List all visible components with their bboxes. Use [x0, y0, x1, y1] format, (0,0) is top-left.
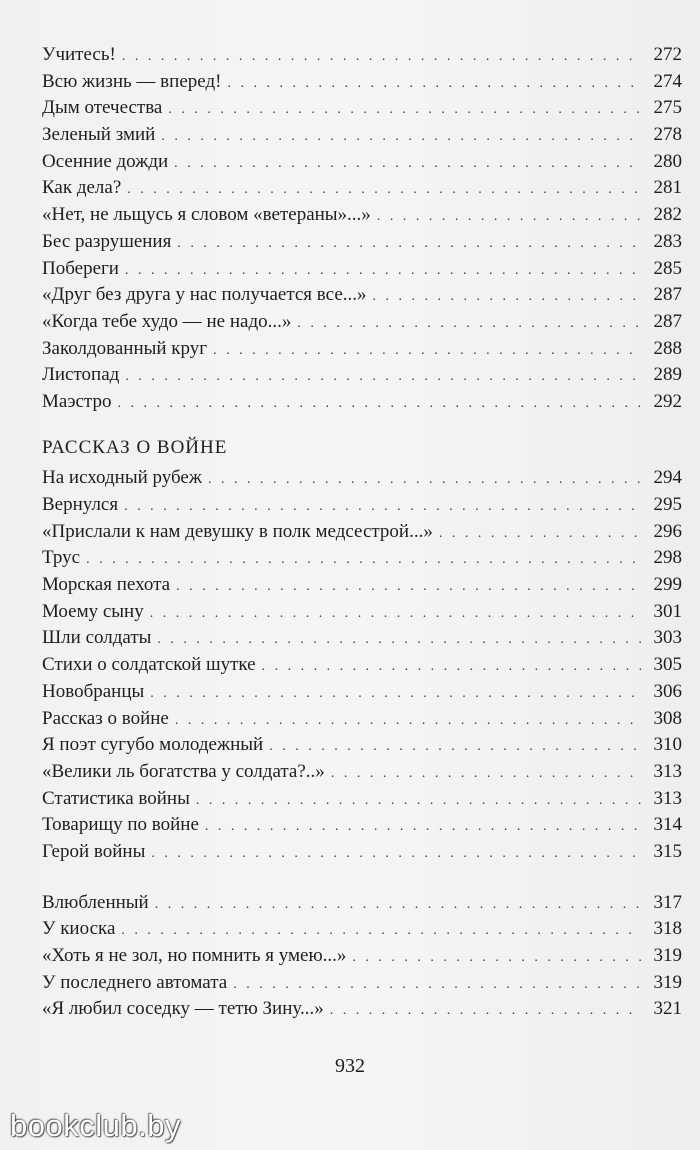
toc-entry-title: Учитесь! [42, 44, 116, 65]
toc-entry [42, 122, 682, 149]
toc-entry-page: 318 [653, 918, 682, 940]
toc-entry-title: Всю жизнь — вперед! [42, 70, 222, 92]
toc-entry-page: 314 [653, 814, 682, 836]
dot-leader [175, 708, 642, 735]
toc-entry [42, 175, 682, 202]
toc-entry-title: Заколдованный круг [42, 337, 208, 359]
toc-entry [42, 492, 682, 519]
toc-entry-title: Вернулся [42, 494, 119, 515]
dot-leader [176, 574, 642, 601]
toc-entry-title: Статистика войны [42, 787, 190, 809]
toc-entry-title: Маэстро [42, 390, 112, 412]
toc-entry [42, 786, 682, 813]
toc-entry [42, 916, 682, 943]
toc-section-2 [42, 435, 682, 866]
toc-entry-page: 298 [653, 547, 682, 569]
toc-entry-title: Морская пехота [42, 574, 171, 596]
toc-entry-title: Стихи о солдатской шутке [42, 654, 256, 676]
toc-entry [42, 69, 682, 96]
toc-entry [42, 336, 682, 363]
dot-leader [213, 338, 642, 365]
toc-entry [42, 389, 682, 416]
toc-entry [42, 652, 682, 679]
toc-entry-page: 292 [653, 390, 682, 412]
dot-leader [208, 467, 642, 494]
dot-leader [121, 918, 642, 945]
toc-entry-page: 308 [653, 707, 682, 729]
toc-entry-title: У последнего автомата [42, 971, 228, 993]
toc-entry-page: 294 [653, 467, 682, 489]
toc-entry-title: Товарищу по войне [42, 814, 199, 836]
toc-entry-page: 303 [653, 627, 682, 649]
dot-leader [125, 364, 642, 391]
toc-entry-title: Я поэт сугубо молодежный [42, 734, 264, 756]
toc-entry-title: «Я любил соседку — тетю Зину...» [42, 998, 324, 1020]
dot-leader [205, 814, 642, 841]
dot-leader [168, 97, 642, 124]
toc-entry-page: 280 [653, 150, 682, 172]
dot-leader [161, 124, 642, 151]
dot-leader [439, 521, 642, 548]
toc-entry [42, 362, 682, 389]
toc-entry-title: «Когда тебе худо — не надо...» [42, 310, 292, 332]
toc-entry [42, 282, 682, 309]
dot-leader [177, 231, 642, 258]
toc-entry-page: 281 [653, 177, 682, 199]
toc-entry [42, 519, 682, 546]
dot-leader [227, 71, 642, 98]
toc-entry-page: 319 [653, 971, 682, 993]
toc-entry-title: Бес разрушения [42, 230, 172, 252]
toc-entry-page: 321 [653, 998, 682, 1020]
page-number: 932 [335, 1055, 365, 1077]
toc-entry-page: 274 [653, 70, 682, 92]
toc-entry [42, 890, 682, 917]
toc-entry-title: «Друг без друга у нас получается все...» [42, 284, 367, 306]
dot-leader [157, 627, 642, 654]
toc-entry-title: «Нет, не льщусь я словом «ветераны»...» [42, 204, 371, 226]
dot-leader [297, 311, 642, 338]
dot-leader [122, 44, 642, 71]
toc-entry [42, 309, 682, 336]
toc-entry-title: Как дела? [42, 177, 122, 199]
toc-entry-title: Трус [42, 547, 81, 569]
table-of-contents [42, 42, 682, 1023]
dot-leader [352, 945, 642, 972]
dot-leader [196, 788, 642, 815]
toc-entry-page: 313 [653, 787, 682, 809]
toc-entry-page: 289 [653, 364, 682, 386]
toc-entry-page: 287 [653, 284, 682, 306]
toc-entry-page: 287 [653, 310, 682, 332]
toc-section-1 [42, 42, 682, 416]
toc-entry [42, 545, 682, 572]
toc-entry-title: Герой войны [42, 840, 146, 862]
toc-entry [42, 706, 682, 733]
toc-entry [42, 229, 682, 256]
toc-entry-page: 295 [653, 494, 682, 515]
dot-leader [127, 177, 642, 204]
toc-entry-title: У киоска [42, 918, 116, 940]
toc-entry [42, 42, 682, 69]
toc-entry-title: Шли солдаты [42, 627, 152, 649]
toc-entry [42, 759, 682, 786]
watermark-logo: bookclub.by [10, 1108, 181, 1143]
toc-entry-title: Зеленый змий [42, 124, 156, 146]
toc-entry-page: 299 [653, 574, 682, 596]
toc-entry-title: Новобранцы [42, 680, 145, 702]
dot-leader [269, 734, 642, 761]
dot-leader [174, 151, 642, 178]
toc-entry-title: Моему сыну [42, 600, 144, 622]
toc-entry [42, 465, 682, 492]
toc-entry-page: 272 [653, 44, 682, 65]
toc-entry-page: 288 [653, 337, 682, 359]
dot-leader [373, 284, 642, 311]
dot-leader [150, 681, 642, 708]
dot-leader [150, 601, 642, 628]
toc-entry-title: Дым отечества [42, 97, 163, 119]
dot-leader [233, 972, 642, 999]
toc-entry [42, 679, 682, 706]
toc-entry-title: Листопад [42, 364, 120, 386]
toc-entry-title: «Велики ль богатства у солдата?..» [42, 760, 325, 782]
toc-entry-page: 315 [653, 840, 682, 862]
dot-leader [155, 892, 642, 919]
toc-entry-page: 319 [653, 945, 682, 966]
toc-entry [42, 970, 682, 997]
toc-entry-title: «Прислали к нам девушку в полк медсестрой...» [42, 520, 433, 542]
toc-entry-title: Осенние дожди [42, 150, 169, 172]
toc-entry [42, 996, 682, 1023]
toc-entry-title: «Хоть я не зол, но помнить я умею...» [42, 945, 347, 966]
section-heading: РАССКАЗ О ВОЙНЕ [42, 436, 228, 458]
toc-entry-title: Побереги [42, 257, 119, 279]
toc-entry-page: 296 [653, 520, 682, 542]
toc-entry-page: 283 [653, 230, 682, 252]
toc-entry [42, 202, 682, 229]
toc-entry-page: 278 [653, 124, 682, 146]
toc-entry-page: 306 [653, 680, 682, 702]
toc-entry-page: 310 [653, 734, 682, 756]
toc-entry-title: Влюбленный [42, 891, 149, 913]
dot-leader [331, 761, 642, 788]
dot-leader [377, 204, 642, 231]
toc-entry-page: 301 [653, 600, 682, 622]
toc-entry [42, 599, 682, 626]
dot-leader [262, 654, 642, 681]
toc-entry-page: 282 [653, 204, 682, 226]
toc-entry [42, 256, 682, 283]
dot-leader [330, 998, 642, 1025]
dot-leader [124, 494, 642, 521]
dot-leader [117, 391, 642, 418]
toc-entry [42, 95, 682, 122]
toc-entry-page: 305 [653, 654, 682, 676]
dot-leader [125, 258, 642, 285]
toc-entry [42, 625, 682, 652]
toc-entry-page: 285 [653, 257, 682, 279]
toc-entry-title: Рассказ о войне [42, 707, 169, 729]
dot-leader [86, 547, 642, 574]
dot-leader [151, 841, 642, 868]
toc-entry-page: 313 [653, 760, 682, 782]
section-gap [42, 866, 682, 890]
toc-entry-page: 317 [653, 891, 682, 913]
toc-entry [42, 839, 682, 866]
toc-entry [42, 149, 682, 176]
toc-entry [42, 943, 682, 970]
toc-entry [42, 572, 682, 599]
toc-entry-page: 275 [653, 97, 682, 119]
toc-entry [42, 732, 682, 759]
toc-entry [42, 812, 682, 839]
toc-entry-title: На исходный рубеж [42, 467, 202, 489]
toc-section-3 [42, 890, 682, 1023]
